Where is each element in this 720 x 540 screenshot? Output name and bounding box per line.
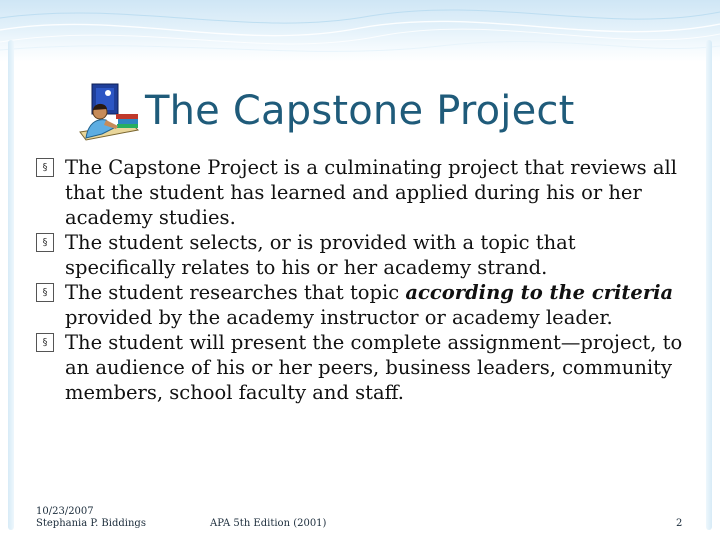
right-border-decoration <box>706 40 712 530</box>
footer-citation: APA 5th Edition (2001) <box>210 518 327 529</box>
bullet-text: The Capstone Project is a culminating project that reviews all that the student has learned and applied during his or her academy studies. <box>65 156 677 229</box>
bullet-glyph-icon: § <box>36 333 54 352</box>
bullet-item <box>36 155 686 230</box>
footer-date-author <box>36 506 146 530</box>
footer-author: Stephania P. Biddings <box>36 518 146 529</box>
slide-title: The Capstone Project <box>145 88 575 134</box>
wave-decoration <box>0 0 720 62</box>
bullet-item <box>36 330 686 405</box>
slide-number: 2 <box>676 518 683 529</box>
bullet-glyph-icon: § <box>36 283 54 302</box>
bullet-list <box>36 155 686 405</box>
bullet-text-pre: The student researches that topic <box>65 281 406 304</box>
student-studying-clipart-icon <box>72 80 144 152</box>
bullet-text-emphasis: according to the criteria <box>405 281 674 304</box>
bullet-text-post: provided by the academy instructor or academy leader. <box>65 306 613 329</box>
bullet-item <box>36 280 686 330</box>
bullet-text: The student will present the complete assignment—project, to an audience of his or her peers, business leaders, community members, school faculty and staff. <box>65 331 683 404</box>
left-border-decoration <box>8 40 14 530</box>
bullet-glyph-icon: § <box>36 233 54 252</box>
bullet-glyph-icon: § <box>36 158 54 177</box>
bullet-text: The student selects, or is provided with a topic that specifically relates to his or her academy strand. <box>65 231 576 279</box>
footer-date: 10/23/2007 <box>36 506 94 517</box>
bullet-item <box>36 230 686 280</box>
header-decorative-band <box>0 0 720 62</box>
